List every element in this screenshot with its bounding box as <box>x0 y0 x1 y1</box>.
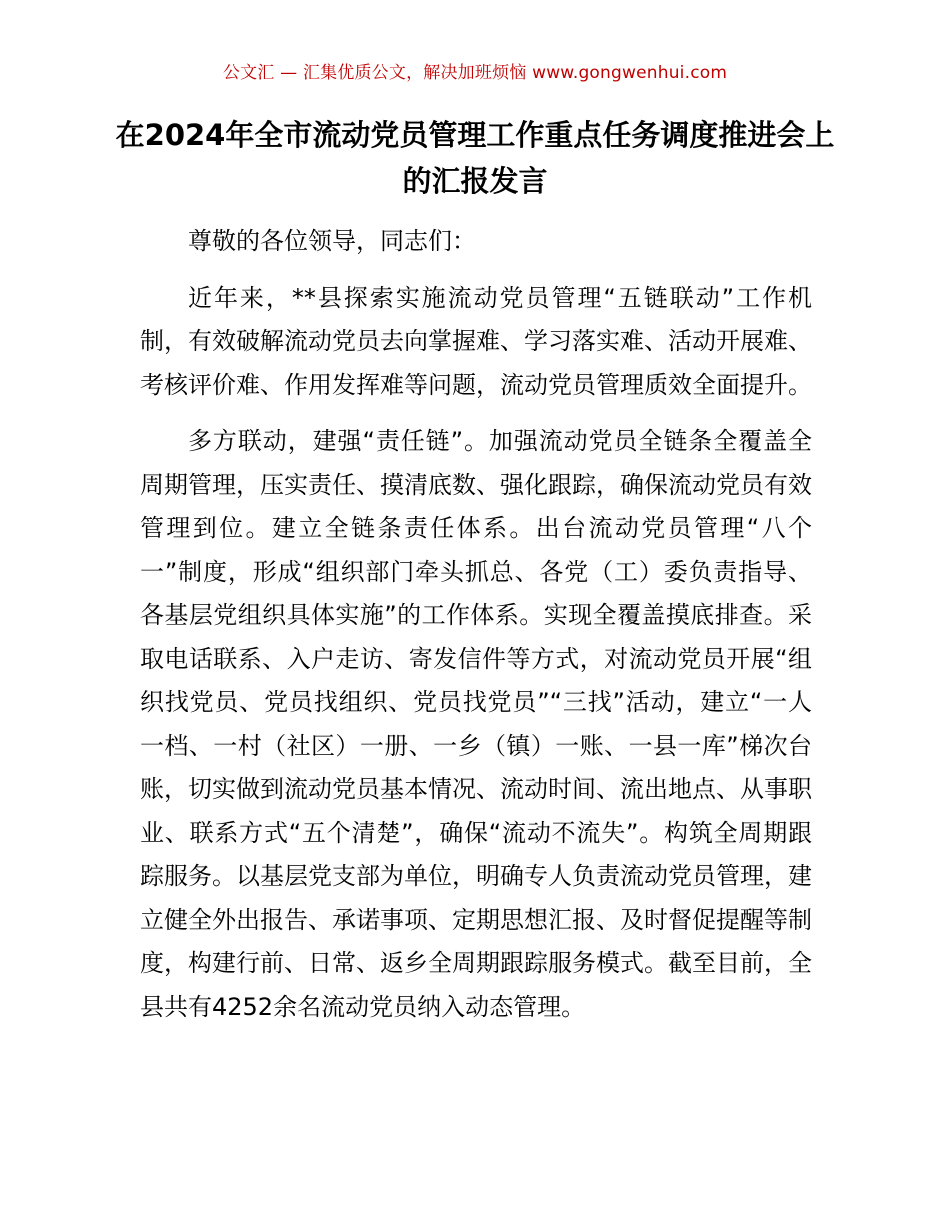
salutation: 尊敬的各位领导，同志们： <box>188 227 476 255</box>
site-header-banner[interactable]: 公文汇 — 汇集优质公文，解决加班烦恼 www.gongwenhui.com <box>222 63 728 83</box>
document-body <box>140 220 812 1042</box>
paragraph-responsibility-chain: 多方联动，建强“责任链”。加强流动党员全链条全覆盖全周期管理，压实责任、摸清底数、强化跟踪，确保流动党员有效管理到位。建立全链条责任体系。出台流动党员管理“八个一”制度，形成“组织部门牵头抓总、各党（工）委负责指导、各基层党组织具体实施”的工作体系。实现全覆盖摸底排查。采取电话联系、入户走访、寄发信件等方式，对流动党员开展“组织找党员、党员找组织、党员找党员”“三找”活动，建立“一人一档、一村（社区）一册、一乡（镇）一账、一县一库”梯次台账，切实做到流动党员基本情况、流动时间、流出地点、从事职业、联系方式“五个清楚”，确保“流动不流失”。构筑全周期跟踪服务。以基层党支部为单位，明确专人负责流动党员管理，建立健全外出报告、承诺事项、定期思想汇报、及时督促提醒等制度，构建行前、日常、返乡全周期跟踪服务模式。截至目前，全县共有4252余名流动党员纳入动态管理。 <box>140 427 812 1021</box>
paragraph-intro: 近年来，**县探索实施流动党员管理“五链联动”工作机制，有效破解流动党员去向掌握难、学习落实难、活动开展难、考核评价难、作用发挥难等问题，流动党员管理质效全面提升。 <box>140 283 812 399</box>
document-title: 在2024年全市流动党员管理工作重点任务调度推进会上的汇报发言 <box>115 118 835 198</box>
